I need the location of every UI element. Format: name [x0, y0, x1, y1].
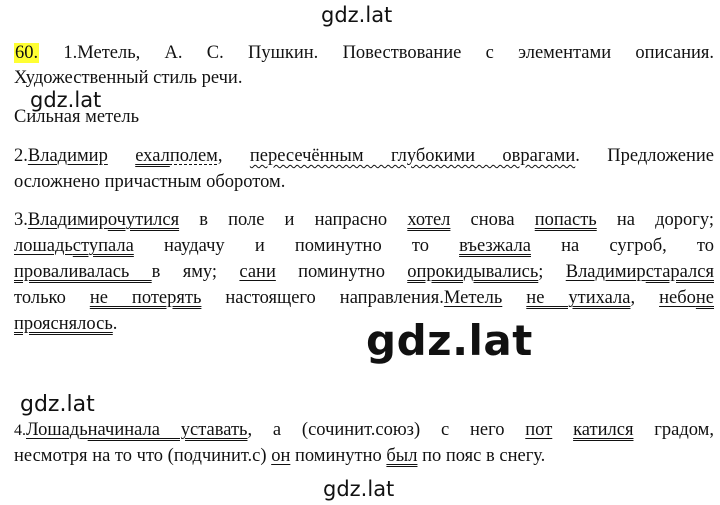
p4-word: катился: [573, 420, 634, 440]
p4-word: он: [271, 446, 291, 466]
p3-word: Владимир: [27, 210, 108, 230]
p4-text: [552, 420, 573, 440]
watermark-mid: gdz.lat: [30, 88, 102, 112]
p3-word: не: [695, 288, 714, 308]
p3-word: очутился: [107, 210, 180, 230]
p3-line1: [14, 209, 714, 231]
p3-text: снова: [450, 210, 535, 230]
p2-num: 2.: [14, 146, 28, 166]
task-number: 60.: [15, 43, 39, 63]
p3-word: Владимир: [565, 262, 646, 282]
p1-line1-text: 1.Метель, А. С. Пушкин. Повествование с элементами описания.: [63, 43, 714, 63]
p3-text: на сугроб, то: [530, 236, 714, 256]
p3-line3: [14, 261, 714, 283]
p3-text: только: [14, 288, 90, 308]
p3-line4: [14, 287, 714, 309]
p3-text: ;: [538, 262, 566, 282]
p3-num: 3.: [14, 210, 28, 230]
p4-word: начинала уставать: [87, 420, 248, 440]
p3-word: опрокидывались: [407, 262, 539, 282]
p2-comma: ,: [217, 146, 223, 166]
p4-line1: [14, 419, 714, 442]
p2-subject: Владимир: [27, 146, 108, 166]
p3-word: небо: [659, 288, 696, 308]
p2-predicate: ехал: [135, 146, 170, 166]
p3-text: настоящего направления.: [201, 288, 444, 308]
p2-adverbial: полем: [169, 146, 218, 166]
p3-text: на дорогу;: [596, 210, 714, 230]
p3-word: проваливалась: [14, 262, 152, 282]
p4-word: Лошадь: [26, 420, 88, 440]
p3-text: в поле и напрасно: [179, 210, 408, 230]
p3-word: хотел: [407, 210, 451, 230]
watermark-top: gdz.lat: [321, 3, 393, 27]
p2-line1: [14, 145, 714, 167]
p3-text: [502, 288, 526, 308]
p4-word: был: [386, 446, 418, 466]
p3-text: .: [112, 314, 118, 334]
p3-text: в яму;: [151, 262, 240, 282]
p1-line1: [14, 42, 714, 64]
p4-line2: [14, 445, 714, 467]
watermark-left: gdz.lat: [20, 392, 95, 417]
p3-word: въезжала: [459, 236, 531, 256]
p3-line2: [14, 235, 714, 257]
p4-text: градом,: [633, 420, 714, 440]
p3-word: ступала: [72, 236, 134, 256]
p3-text: наудачу и поминутно то: [133, 236, 460, 256]
p3-word: не потерять: [89, 288, 202, 308]
p3-word: сани: [239, 262, 276, 282]
p1-line2: Художественный стиль речи.: [14, 68, 243, 88]
watermark-bottom: gdz.lat: [323, 477, 395, 501]
p3-word: Метель: [443, 288, 503, 308]
p4-word: пот: [525, 420, 553, 440]
p4-text: по пояс в снегу.: [417, 446, 546, 466]
p2-line2: осложнено причастным оборотом.: [14, 172, 286, 192]
p3-line5: [14, 313, 714, 335]
watermark-big: gdz.lat: [366, 316, 533, 365]
p3-text: поминутно: [275, 262, 408, 282]
p3-word: прояснялось: [14, 314, 113, 334]
p3-word: старался: [645, 262, 714, 282]
p4-text: поминутно: [290, 446, 387, 466]
p3-word: не утихала: [526, 288, 631, 308]
p2-rest: . Предложение: [575, 146, 715, 166]
p3-word: попасть: [534, 210, 597, 230]
p2-participle: пересечённым глубокими оврагами: [249, 146, 576, 166]
p4-text: , а (сочинит.союз) с него: [247, 420, 526, 440]
p4-text: несмотря на то что (подчинит.с): [14, 446, 272, 466]
p3-text: ,: [630, 288, 660, 308]
p4-num: 4.: [14, 422, 26, 439]
p3-word: лошадь: [14, 236, 73, 256]
text-title: Сильная метель: [14, 107, 140, 127]
